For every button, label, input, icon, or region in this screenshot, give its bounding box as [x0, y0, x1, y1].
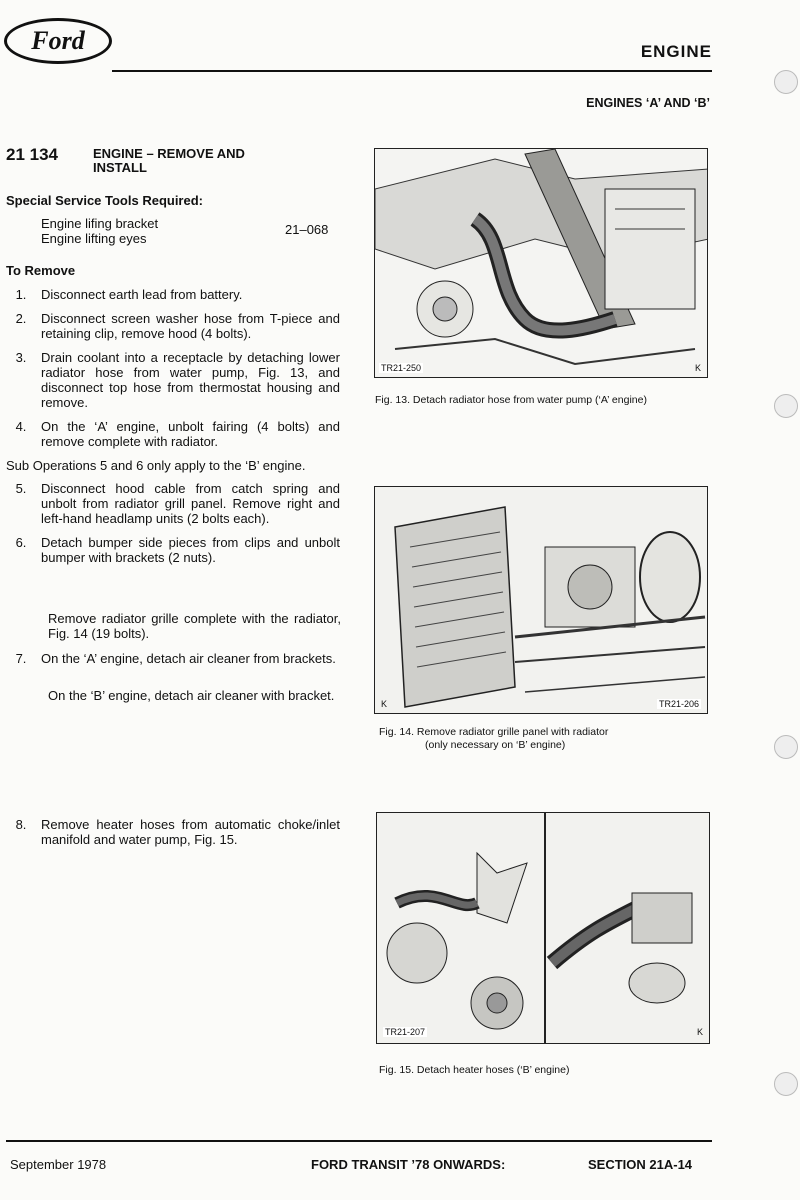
sub-operations-note: Sub Operations 5 and 6 only apply to the ‘B’ engine. — [6, 458, 306, 473]
binder-hole — [774, 394, 798, 418]
step-number: 8. — [15, 817, 27, 832]
figure-14-caption-line2: (only necessary on ‘B’ engine) — [425, 739, 566, 751]
figure-15-caption: Fig. 15. Detach heater hoses (‘B’ engine) — [379, 1064, 570, 1076]
list-item — [6, 419, 340, 449]
figure-14 — [374, 486, 708, 714]
binder-hole — [774, 70, 798, 94]
tools-heading: Special Service Tools Required: — [6, 193, 203, 208]
footer-title: FORD TRANSIT ’78 ONWARDS: — [311, 1157, 506, 1172]
step-number: 3. — [15, 350, 27, 365]
page-subtitle: ENGINES ‘A’ AND ‘B’ — [586, 96, 710, 110]
footer-date: September 1978 — [10, 1157, 107, 1172]
list-item — [6, 651, 340, 666]
step-7-b: On the ‘B’ engine, detach air cleaner with bracket. — [48, 688, 335, 703]
ford-logo — [4, 18, 112, 64]
list-item — [6, 287, 340, 302]
figure-14-caption-line1: Fig. 14. Remove radiator grille panel with radiator — [379, 726, 609, 738]
list-item — [6, 481, 340, 526]
step-text: Detach bumper side pieces from clips and unbolt bumper with brackets (2 nuts). — [41, 535, 340, 565]
figure-mark: K — [381, 699, 388, 709]
step-text: Disconnect screen washer hose from T-piece and retaining clip, remove hood (4 bolts). — [41, 311, 340, 341]
figure-14-illustration — [375, 487, 708, 714]
section-title: ENGINE — [640, 42, 712, 61]
step-number: 2. — [15, 311, 27, 326]
figure-code: TR21-250 — [381, 363, 422, 373]
step-number: 4. — [15, 419, 27, 434]
step-text: Drain coolant into a receptacle by detaching lower radiator hose from water pump, Fig. 13, and disconnect top hose from thermostat housing and remove. — [41, 350, 340, 410]
footer-rule — [6, 1140, 712, 1142]
step-number: 1. — [15, 287, 27, 302]
logo-text: Ford — [31, 26, 85, 55]
tool-code: 21–068 — [285, 222, 329, 237]
step-8 — [6, 817, 340, 847]
operation-title-line2: INSTALL — [93, 160, 147, 175]
step-text: Remove heater hoses from automatic choke/inlet manifold and water pump, Fig. 15. — [41, 817, 340, 847]
figure-15-illustration — [377, 813, 710, 1044]
step-text: On the ‘A’ engine, unbolt fairing (4 bolts) and remove complete with radiator. — [41, 419, 340, 449]
step-7 — [6, 651, 340, 666]
step-text: On the ‘A’ engine, detach air cleaner from brackets. — [41, 651, 336, 666]
operation-number: 21 134 — [6, 145, 58, 164]
list-item — [6, 350, 340, 410]
figure-mark: K — [696, 1027, 703, 1037]
tool-item: Engine lifting eyes — [41, 231, 147, 246]
operation-title-line1: ENGINE – REMOVE AND — [93, 146, 245, 161]
tool-item: Engine lifing bracket — [41, 216, 159, 231]
list-item — [6, 535, 340, 565]
step-number: 7. — [15, 651, 27, 666]
step-text: Disconnect earth lead from battery. — [41, 287, 243, 302]
figure-15 — [376, 812, 710, 1044]
list-item — [6, 311, 340, 341]
figure-code: TR21-207 — [385, 1027, 426, 1037]
figure-code: TR21-206 — [658, 699, 699, 709]
list-item — [6, 817, 340, 847]
binder-hole — [774, 1072, 798, 1096]
figure-13 — [374, 148, 708, 378]
figure-14-caption — [379, 726, 608, 752]
step-number: 6. — [15, 535, 27, 550]
figure-13-caption: Fig. 13. Detach radiator hose from water pump (‘A’ engine) — [375, 394, 647, 406]
step-number: 5. — [15, 481, 27, 496]
grille-note: Remove radiator grille complete with the radiator, Fig. 14 (19 bolts). — [48, 611, 341, 641]
figure-mark: K — [694, 363, 701, 373]
steps-upper — [6, 287, 340, 574]
remove-heading: To Remove — [6, 263, 76, 278]
step-text: Disconnect hood cable from catch spring and unbolt from radiator grill panel. Remove right and left-hand headlamp units (2 bolts each). — [41, 481, 340, 526]
binder-hole — [774, 735, 798, 759]
footer-section: SECTION 21A-14 — [588, 1157, 693, 1172]
tools-list — [41, 216, 158, 246]
header-rule — [112, 70, 712, 72]
operation-title — [93, 147, 245, 175]
figure-13-illustration — [375, 149, 708, 378]
